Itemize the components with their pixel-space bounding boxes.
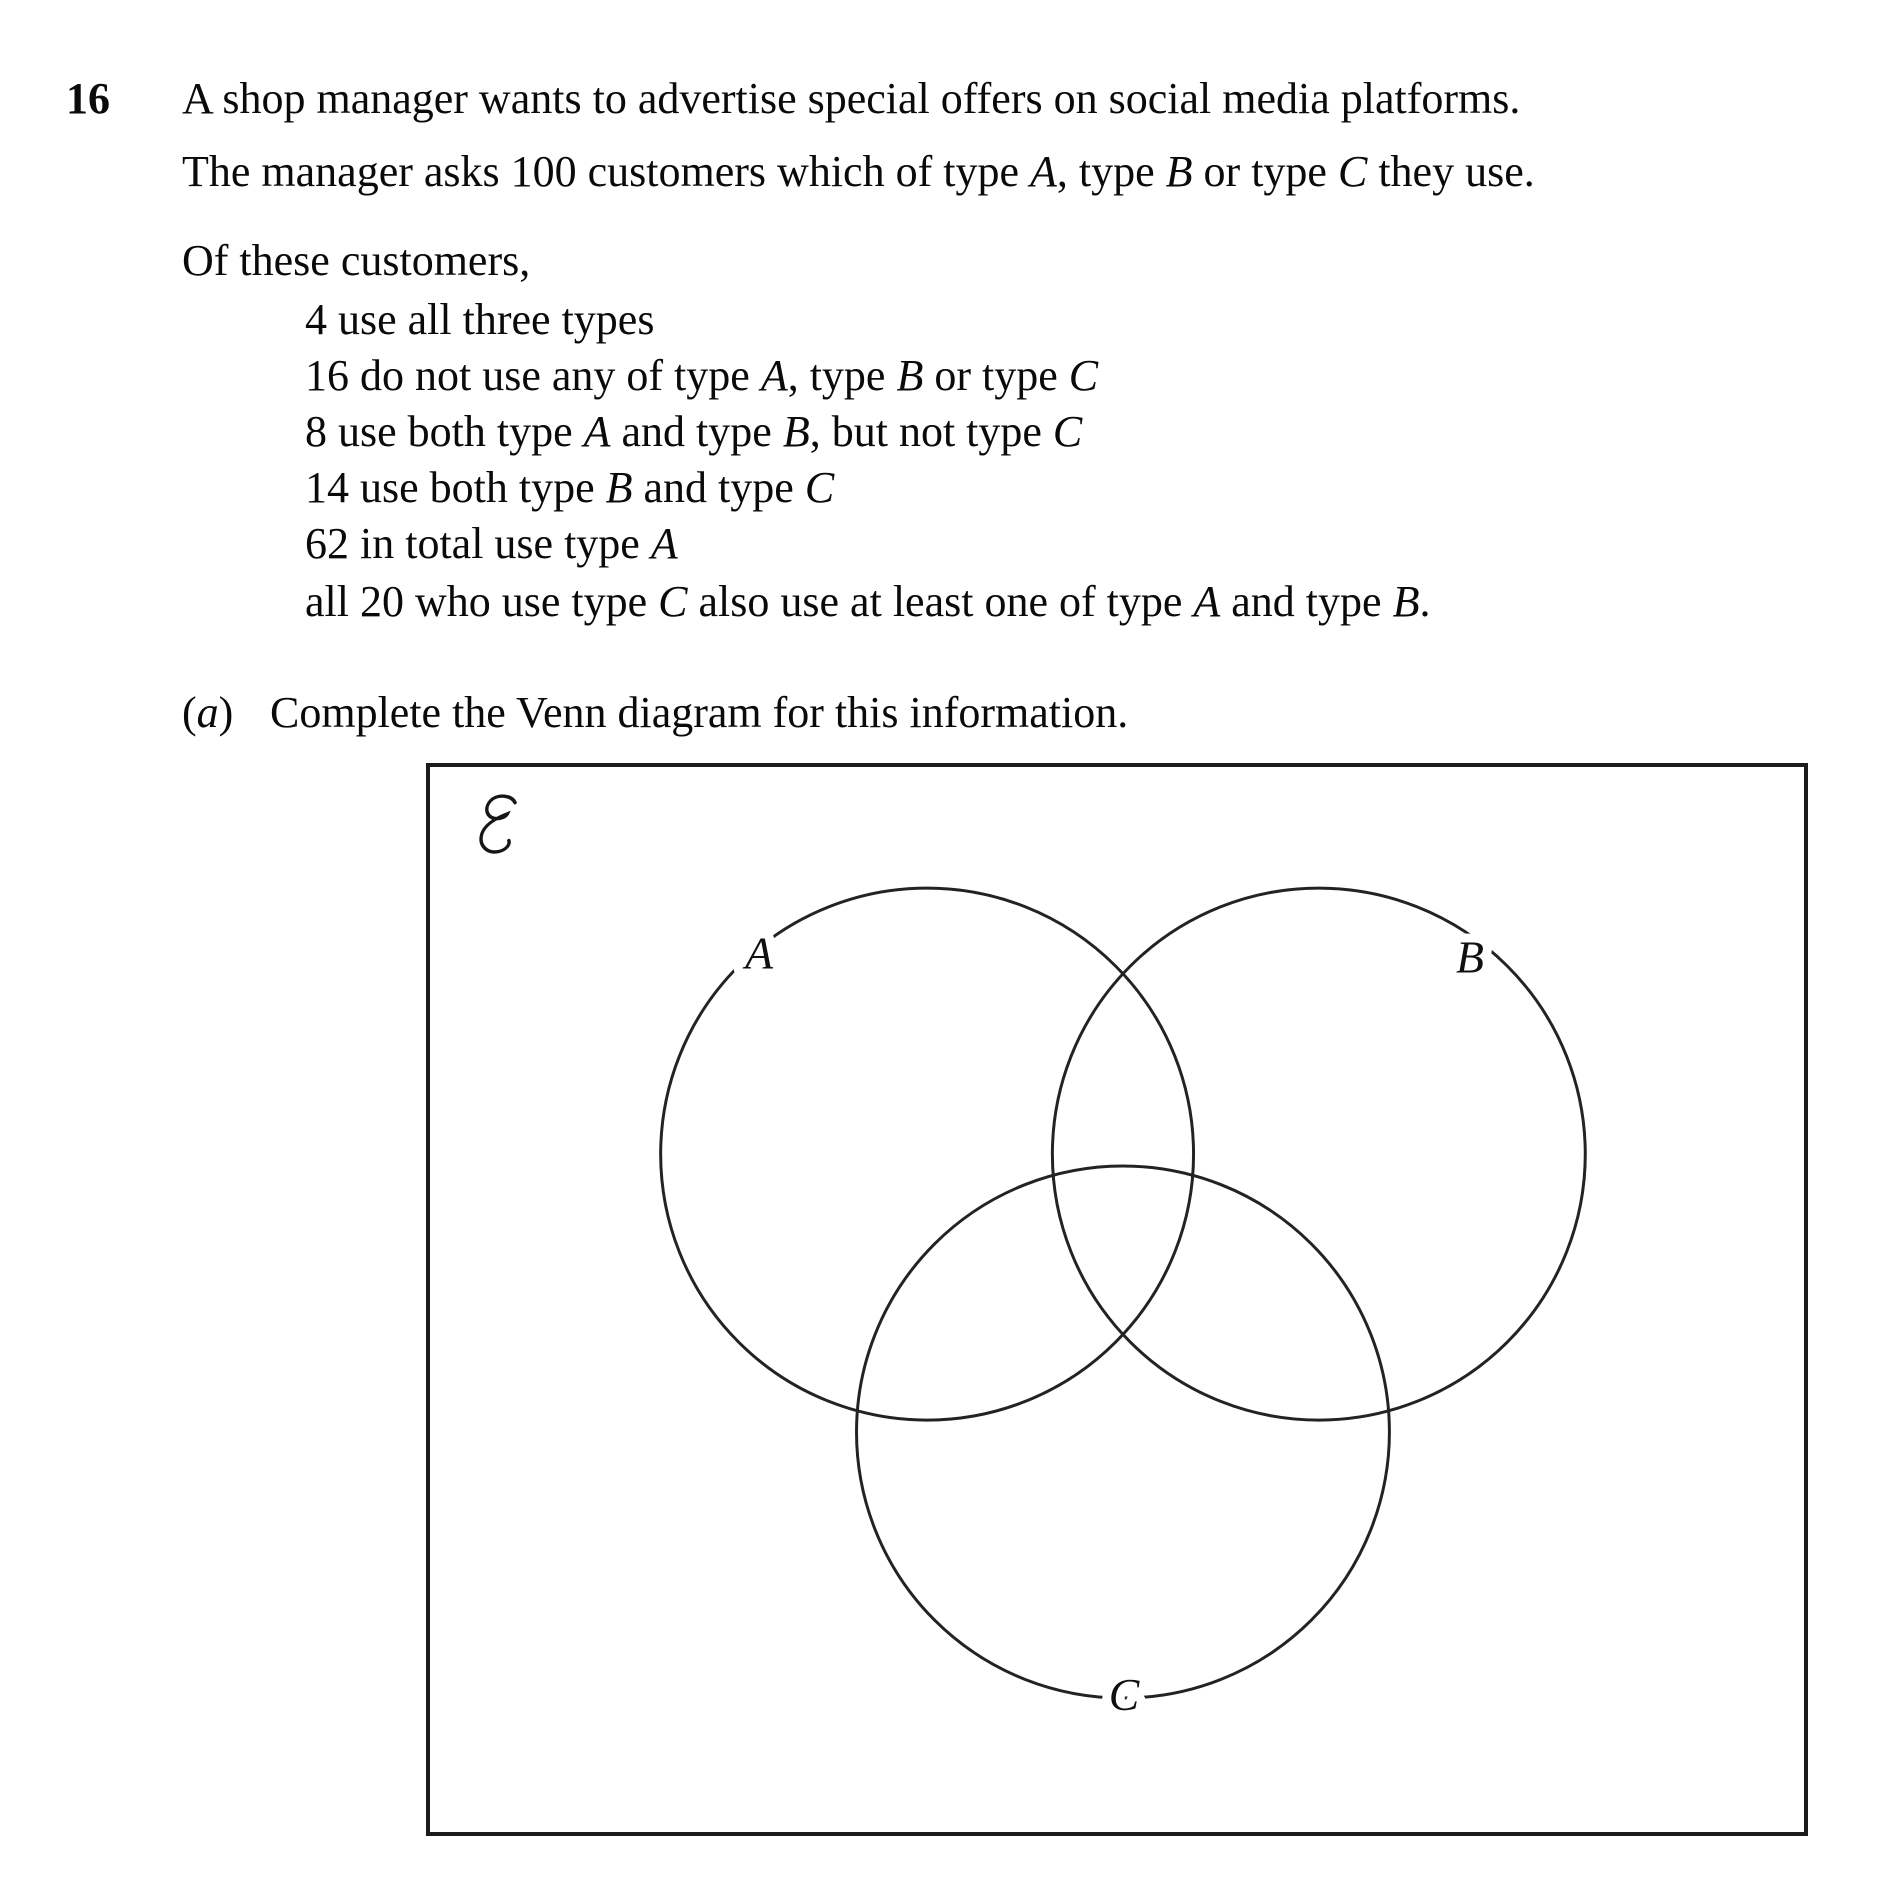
- question-number-text: 16: [66, 74, 110, 123]
- question-paragraph-2: The manager asks 100 customers which of type A, type B or type C they use.: [182, 147, 1535, 196]
- fact-line-all-three: 4 use all three types: [305, 295, 655, 344]
- fact-line-all-c: all 20 who use type C also use at least one of type A and type B.: [305, 577, 1431, 626]
- question-number: [66, 74, 110, 125]
- question-intro-line: Of these customers,: [182, 236, 531, 285]
- set-label-a: A: [745, 927, 774, 979]
- question-paragraph-1: A shop manager wants to advertise special offers on social media platforms.: [182, 74, 1521, 123]
- circle-b: [1052, 888, 1585, 1420]
- circle-a: [661, 888, 1194, 1420]
- venn-diagram-frame: [426, 763, 1808, 1836]
- part-a-label: (a): [182, 688, 234, 737]
- set-label-c: C: [1108, 1668, 1140, 1720]
- fact-line-a-and-b-not-c: 8 use both type A and type B, but not type C: [305, 407, 1083, 456]
- fact-line-total-a: 62 in total use type A: [305, 519, 678, 568]
- universal-set-icon: [479, 796, 516, 852]
- venn-diagram: [430, 767, 1804, 1832]
- fact-line-b-and-c: 14 use both type B and type C: [305, 463, 835, 512]
- set-label-b: B: [1455, 931, 1484, 983]
- fact-line-none: 16 do not use any of type A, type B or type C: [305, 351, 1099, 400]
- part-a-instruction: Complete the Venn diagram for this information.: [270, 688, 1129, 737]
- circle-c: [857, 1166, 1390, 1698]
